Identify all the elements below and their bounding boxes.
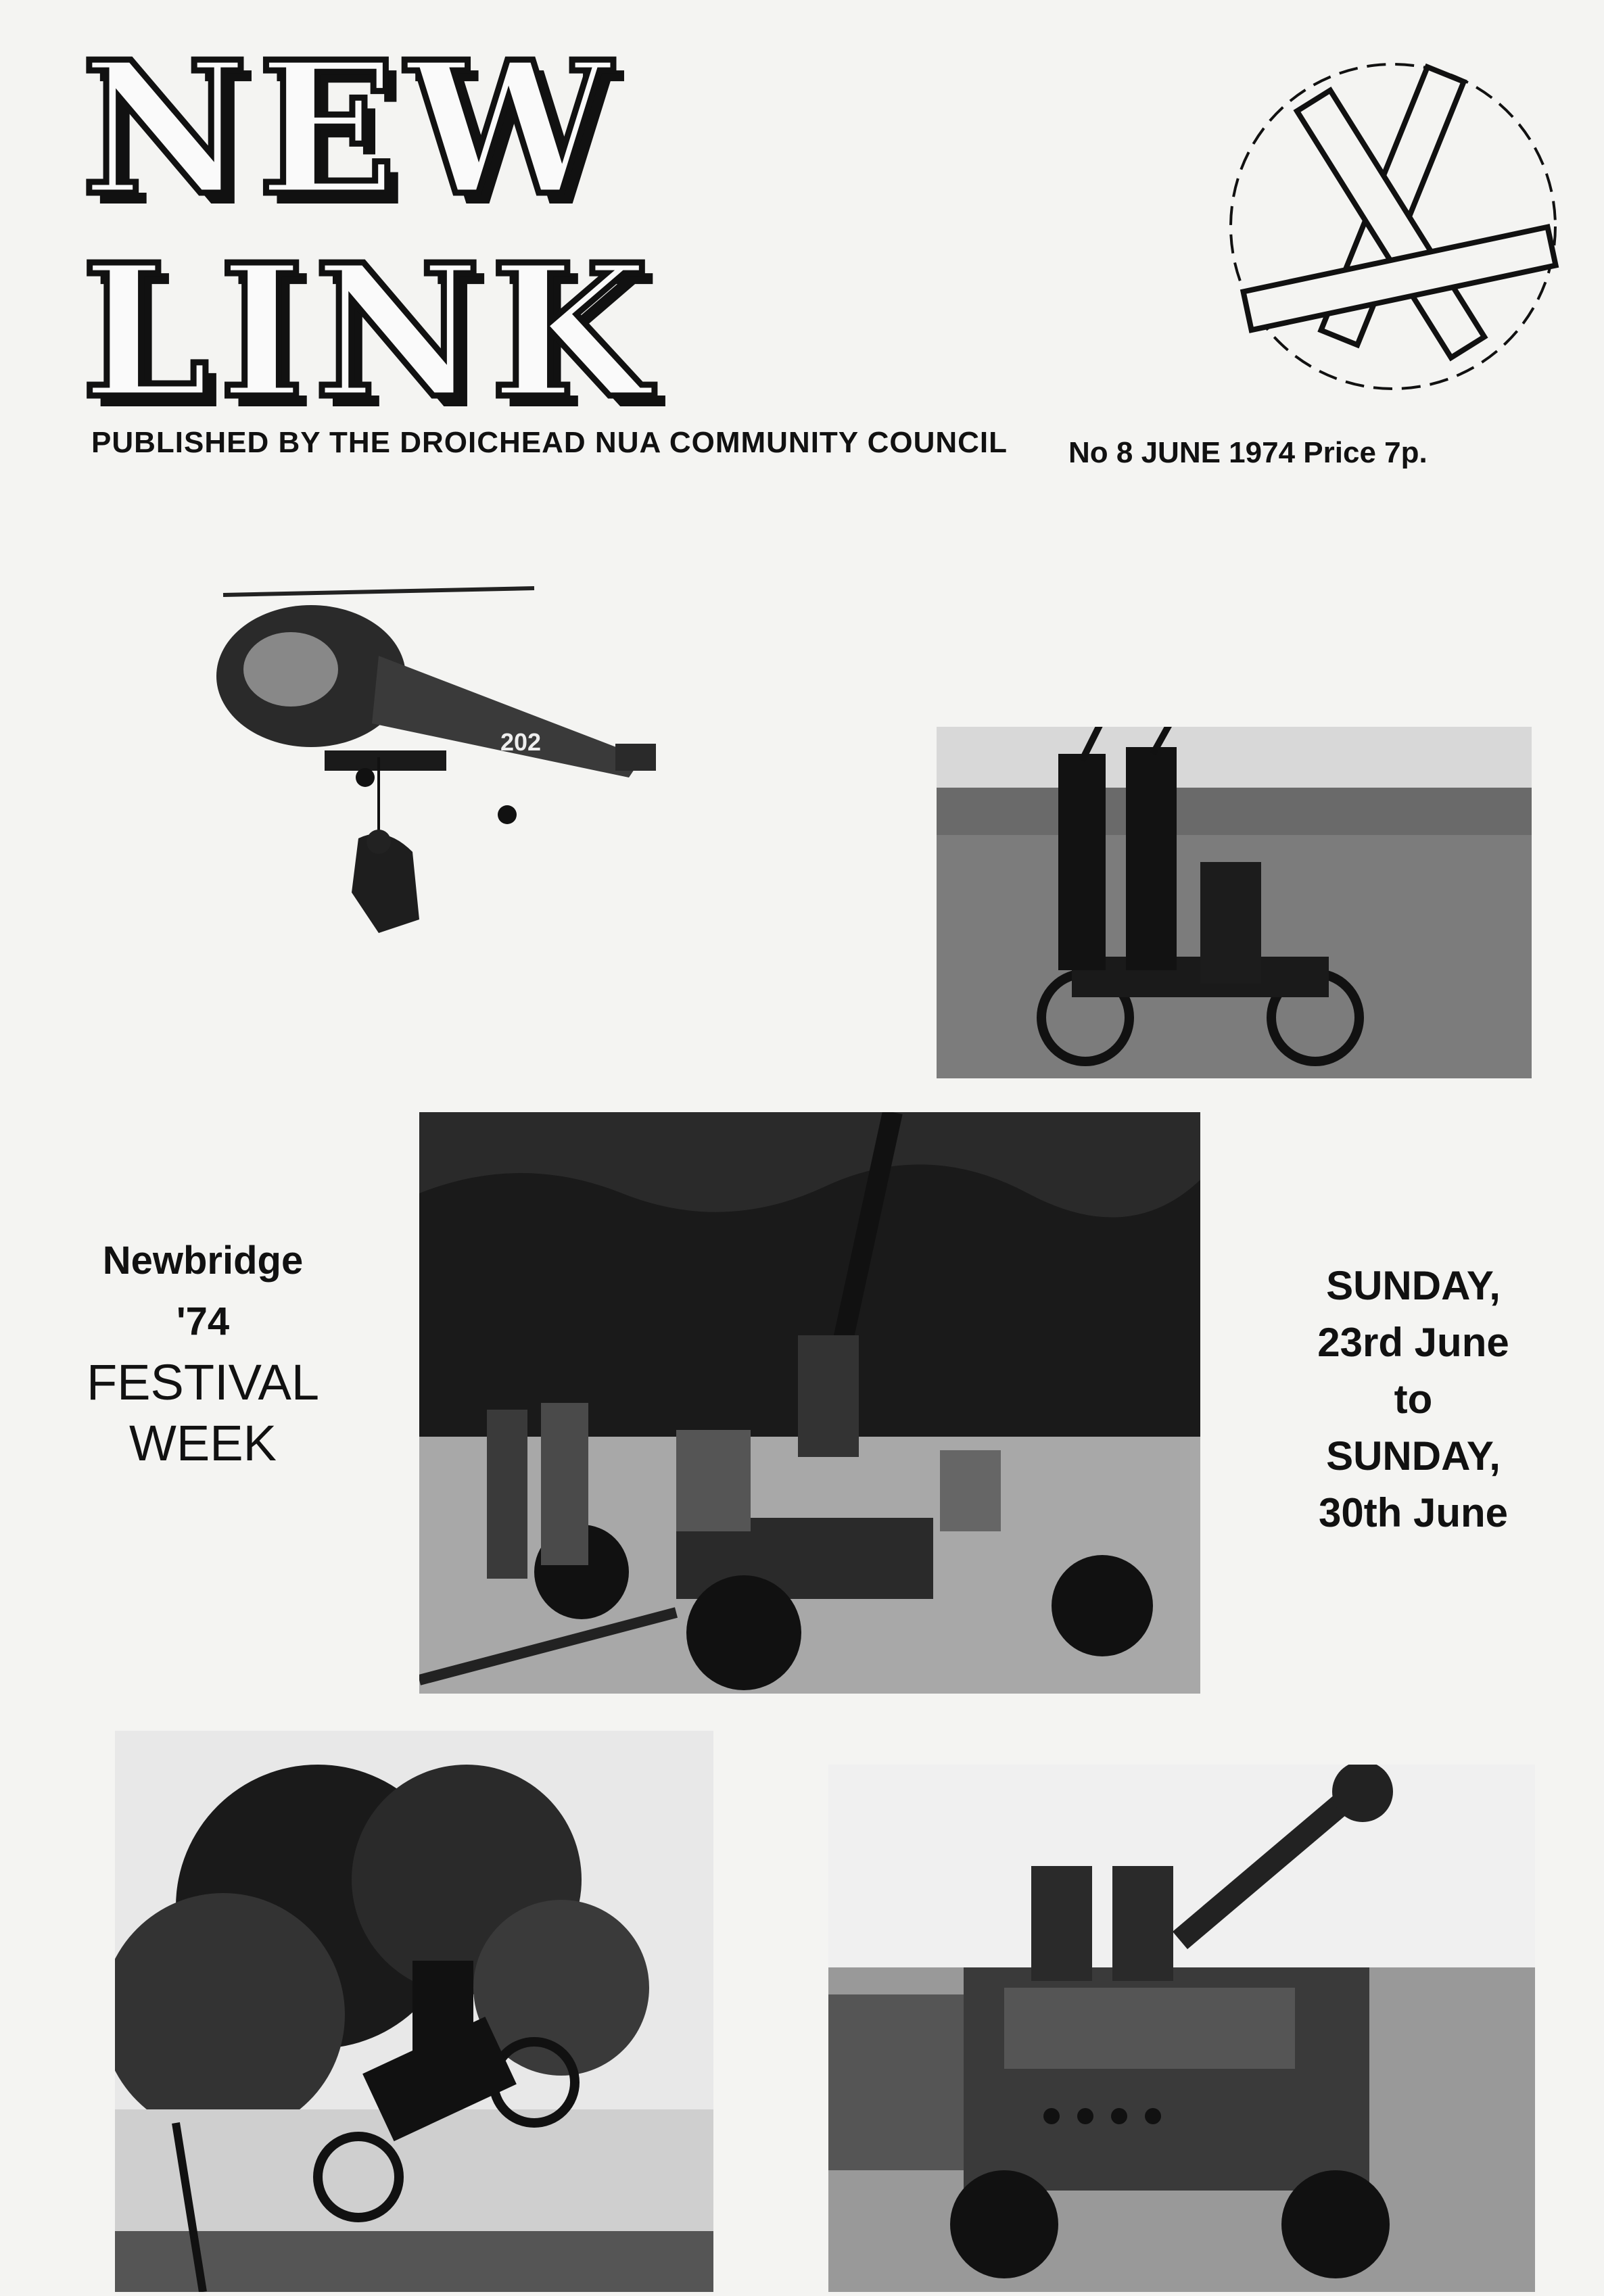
festival-year: '74: [176, 1299, 230, 1343]
festival-name: [41, 1230, 365, 1474]
helicopter-number: 202: [500, 728, 542, 756]
masthead-title: [81, 21, 659, 439]
masthead-line-link: LINK: [81, 224, 659, 439]
festival-title-line1: FESTIVAL: [86, 1354, 320, 1410]
photo-motorcycle-fire-jump: [115, 1731, 713, 2292]
community-council-logo-icon: [1217, 37, 1569, 402]
masthead-line-new: NEW: [81, 21, 621, 236]
photo-motorcycle-display: [937, 727, 1532, 1078]
date-start: 23rd June: [1317, 1320, 1509, 1365]
festival-town: Newbridge: [102, 1239, 304, 1283]
photo-anti-aircraft-gun: [419, 1112, 1200, 1694]
photo-armoured-car: [828, 1765, 1535, 2292]
festival-title-line2: WEEK: [129, 1415, 277, 1471]
issue-info: No 8 JUNE 1974 Price 7p.: [1068, 436, 1428, 469]
date-end: 30th June: [1318, 1490, 1509, 1535]
publisher-line: PUBLISHED BY THE DROICHEAD NUA COMMUNITY COUNCIL: [91, 426, 1008, 459]
date-to: to: [1394, 1377, 1433, 1422]
festival-dates: [1258, 1258, 1569, 1541]
date-start-day: SUNDAY,: [1326, 1263, 1501, 1308]
date-end-day: SUNDAY,: [1326, 1433, 1501, 1479]
photo-helicopter-rescue: [156, 554, 710, 987]
